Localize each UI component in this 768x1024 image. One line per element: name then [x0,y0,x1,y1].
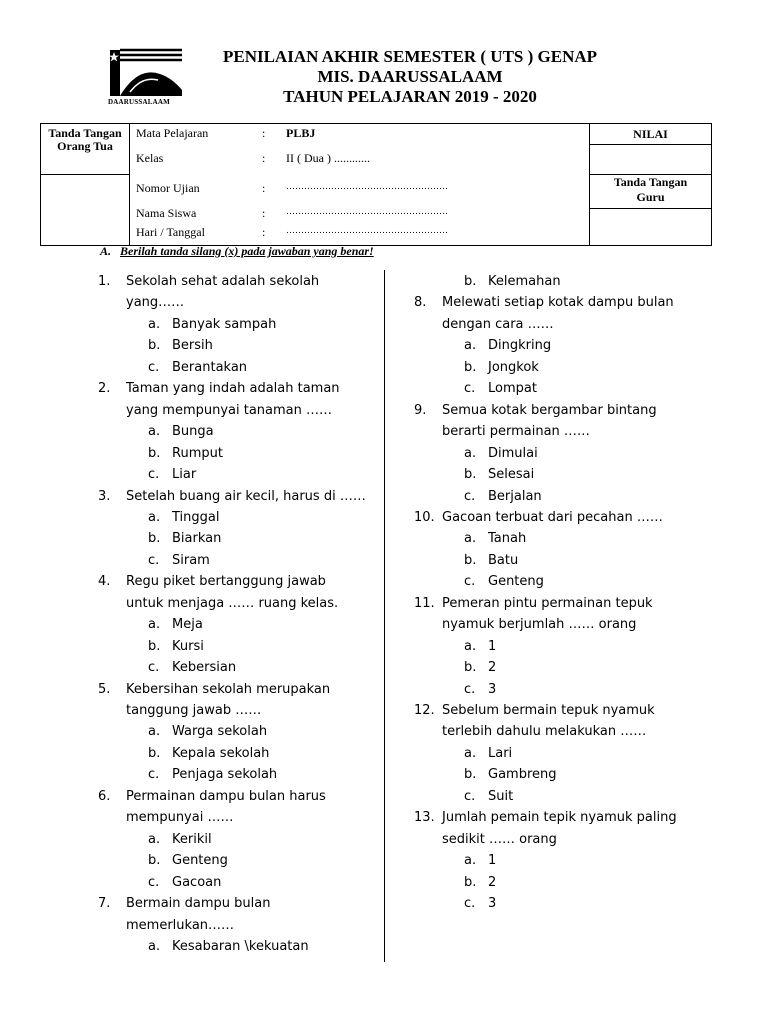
grade-label: NILAI [590,124,711,145]
question-number: 6. [98,788,111,804]
option-text: Gambreng [488,767,557,783]
parent-signature-label: Tanda Tangan Orang Tua [41,124,130,175]
option-text: Lompat [488,381,537,397]
question-text: sedikit …… orang [442,831,557,847]
question-number: 13. [414,810,435,826]
option-text: Kerikil [172,831,212,847]
option-text: Meja [172,617,203,633]
question-number: 12. [414,703,435,718]
header-title: PENILAIAN AKHIR SEMESTER ( UTS ) GENAP [222,47,598,66]
question-text: Kebersihan sekolah merupakan [126,681,331,697]
instruction [100,244,374,259]
teacher-signature-box[interactable] [590,209,711,245]
option-text: Selesai [488,467,535,483]
option-text: 2 [488,660,497,676]
option-letter[interactable]: c. [148,660,160,676]
option-letter[interactable]: a. [464,445,477,461]
question-text: Sebelum bermain tepuk nyamuk [442,703,655,718]
option-letter[interactable]: b. [464,767,477,783]
option-letter[interactable]: a. [464,853,477,869]
option-letter[interactable]: a. [464,638,477,654]
grade-box[interactable] [590,145,711,172]
question-number: 9. [414,402,427,418]
instruction-text: Berilah tanda silang (x) pada jawaban yang benar! [120,244,374,258]
option-text: 3 [488,681,497,697]
option-letter[interactable]: c. [464,488,476,504]
option-letter[interactable]: b. [148,338,161,354]
question-text: Sekolah sehat adalah sekolah [126,274,320,289]
question-text: yang…… [126,295,185,311]
question-text: Regu piket bertanggung jawab [126,574,326,590]
option-text: 1 [488,853,497,869]
option-text: 2 [488,874,497,890]
question-text: Taman yang indah adalah taman [126,381,340,397]
option-letter[interactable]: a. [148,938,161,954]
question-text: memerlukan…… [126,917,235,933]
option-text: Suit [488,788,514,804]
question-number: 10. [414,509,435,525]
question-number: 5. [98,681,111,697]
option-letter[interactable]: b. [148,745,161,761]
option-letter[interactable]: b. [464,467,477,483]
question-text: untuk menjaga …… ruang kelas. [126,595,339,611]
question-number: 3. [98,488,111,504]
question-text: mempunyai …… [126,810,234,826]
option-letter[interactable]: c. [148,359,160,375]
option-letter[interactable]: b. [148,638,161,654]
question-text: terlebih dahulu melakukan …… [442,724,647,740]
option-letter[interactable]: b. [464,274,477,289]
option-letter[interactable]: c. [464,896,476,912]
option-text: Liar [172,467,197,483]
option-text: Banyak sampah [172,316,277,332]
question-text: dengan cara …… [442,316,554,332]
option-letter[interactable]: c. [464,681,476,697]
option-text: Penjaga sekolah [172,767,278,783]
teacher-signature-label: Tanda Tangan Guru [590,175,711,209]
question-text: Setelah buang air kecil, harus di …… [126,488,366,504]
identity-table [40,123,712,246]
option-text: Kesabaran \kekuatan [172,938,309,954]
option-letter[interactable]: a. [148,617,161,633]
option-text: Rumput [172,445,223,461]
option-text: Warga sekolah [172,724,268,740]
option-letter[interactable]: c. [148,467,160,483]
option-text: Batu [488,552,519,568]
option-letter[interactable]: a. [148,831,161,847]
column-divider [384,270,385,962]
option-text: 3 [488,896,497,912]
option-text: Tanah [488,531,527,547]
option-text: Siram [172,552,210,568]
info-row-exam-number[interactable]: Nomor Ujian : ……………………………………………… [136,181,448,195]
info-row-student-name[interactable]: Nama Siswa : ……………………………………………… [136,206,448,220]
option-text: Bersih [172,338,213,354]
header-year: TAHUN PELAJARAN 2019 - 2020 [283,87,537,106]
question-text: nyamuk berjumlah …… orang [442,617,637,633]
question-text: tanggung jawab …… [126,703,262,718]
option-text: Dingkring [488,338,552,354]
option-letter[interactable]: a. [148,724,161,740]
option-letter[interactable]: a. [464,531,477,547]
question-number: 8. [414,295,427,311]
student-info-cell [130,124,590,246]
option-text: Dimulai [488,445,538,461]
option-letter[interactable]: a. [148,316,161,332]
option-text: Jongkok [488,359,539,375]
option-letter[interactable]: c. [464,381,476,397]
option-letter[interactable]: c. [148,767,160,783]
question-number: 2. [98,381,111,397]
option-text: Kepala sekolah [172,745,270,761]
question-text: Permainan dampu bulan harus [126,788,326,804]
option-text: 1 [488,638,497,654]
option-letter[interactable]: b. [464,660,477,676]
question-text: berarti permainan …… [442,424,590,440]
option-text: Berjalan [488,488,542,504]
question-number: 1. [98,274,111,289]
option-letter[interactable]: b. [464,874,477,890]
question-text: Pemeran pintu permainan tepuk [442,595,653,611]
option-letter[interactable]: a. [464,338,477,354]
option-text: Berantakan [172,359,248,375]
header-school: MIS. DAARUSSALAAM [317,67,503,86]
option-letter[interactable]: c. [464,788,476,804]
option-text: Lari [488,745,513,761]
exam-header [190,47,630,107]
question-text: Jumlah pemain tepik nyamuk paling [442,810,677,826]
grade-cell [590,124,712,175]
option-text: Genteng [488,574,544,590]
option-text: Kebersian [172,660,237,676]
parent-signature-box[interactable] [41,175,130,246]
option-letter[interactable]: a. [148,509,161,525]
option-letter[interactable]: b. [148,853,161,869]
option-letter[interactable]: b. [148,445,161,461]
option-text: Kursi [172,638,204,654]
question-text: Bermain dampu bulan [126,896,271,912]
option-letter[interactable]: a. [464,745,477,761]
question-text: Melewati setiap kotak dampu bulan [442,295,674,311]
option-text: Gacoan [172,874,222,890]
instruction-letter: A. [100,244,112,258]
info-row-date[interactable]: Hari / Tanggal : ……………………………………………… [136,225,448,239]
question-number: 4. [98,574,111,590]
option-text: Tinggal [172,509,220,525]
option-text: Biarkan [172,531,222,547]
question-text: Semua kotak bergambar bintang [442,402,657,418]
option-text: Genteng [172,853,228,869]
option-text: Bunga [172,424,214,440]
logo-caption: DAARUSSALAAM [108,98,170,106]
question-number: 7. [98,896,111,912]
option-letter[interactable]: c. [464,574,476,590]
option-letter[interactable]: c. [148,874,160,890]
teacher-signature-cell [590,175,712,246]
question-number: 11. [414,595,435,611]
info-row-class: Kelas : II ( Dua ) ............ [136,151,370,165]
option-text: Kelemahan [488,274,561,289]
question-text: yang mempunyai tanaman …… [126,402,333,418]
option-letter[interactable]: c. [148,552,160,568]
question-text: Gacoan terbuat dari pecahan …… [442,509,663,525]
option-letter[interactable]: b. [464,359,477,375]
option-letter[interactable]: b. [464,552,477,568]
option-letter[interactable]: b. [148,531,161,547]
option-letter[interactable]: a. [148,424,161,440]
info-row-subject: Mata Pelajaran : PLBJ [136,126,316,140]
